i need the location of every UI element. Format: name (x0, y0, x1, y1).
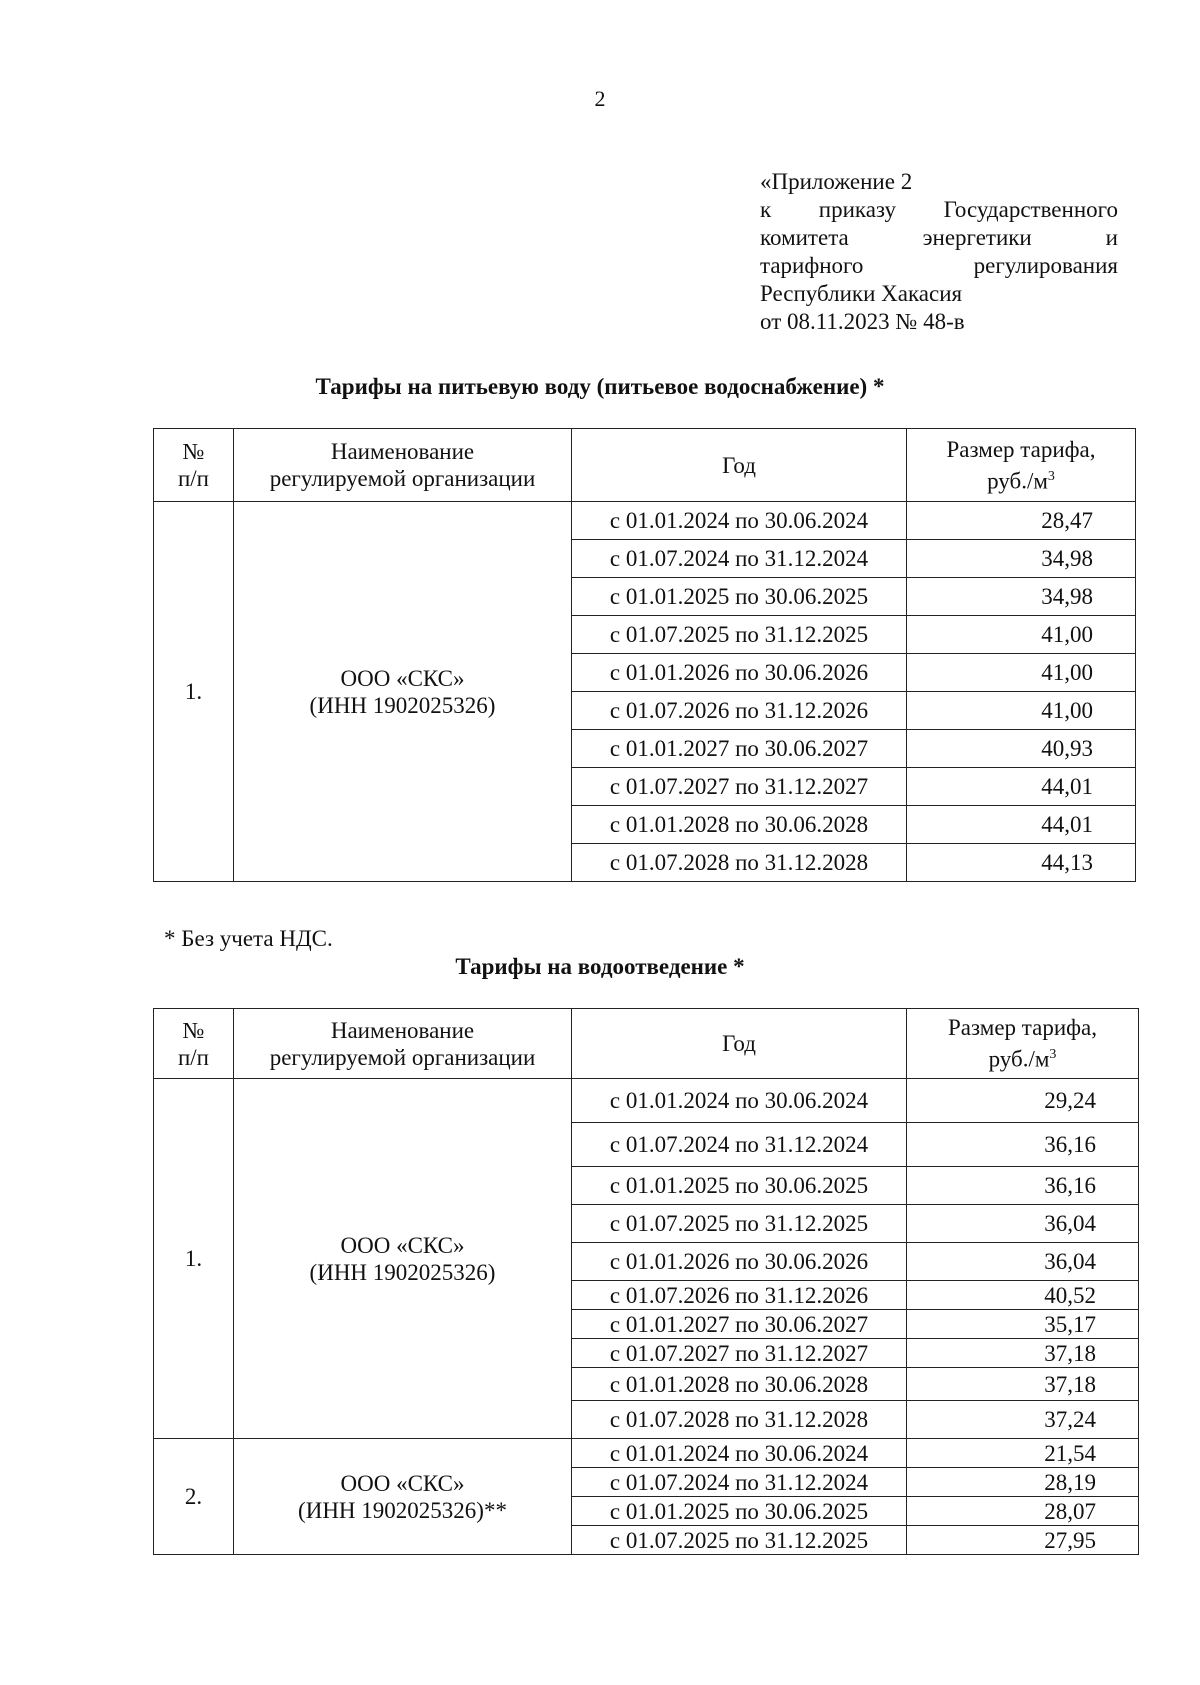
col-header-tariff: Размер тарифа, $руб./м^3$ (907, 429, 1136, 502)
organization-name: ООО «СКС» (ИНН 1902025326) (234, 1079, 572, 1439)
table-header-row (154, 429, 1136, 502)
tariff-value-cell: 27,95 (907, 1526, 1139, 1555)
appendix-block (760, 168, 1118, 336)
col-header-organization: Наименование регулируемой организации (234, 1009, 572, 1079)
tariff-value-cell: 29,24 (907, 1079, 1139, 1123)
col-header-number: № п/п (154, 1009, 234, 1079)
col-header-tariff: Размер тарифа, $руб./м^3$ (907, 1009, 1139, 1079)
appendix-line-4: тарифного регулирования (760, 253, 1118, 278)
col-header-number: № п/п (154, 429, 234, 502)
tariff-value-cell: 36,04 (907, 1205, 1139, 1243)
period-cell: с 01.07.2027 по 31.12.2027 (572, 1339, 907, 1368)
wastewater-table (153, 1008, 1139, 1555)
table-row (154, 1439, 1139, 1468)
wastewater-title: Тарифы на водоотведение * (455, 954, 745, 979)
col-header-organization: Наименование регулируемой организации (234, 429, 572, 502)
tariff-value-cell: 41,00 (907, 692, 1136, 730)
appendix-line-2: к приказу Государственного (760, 197, 1118, 222)
appendix-line-6: от 08.11.2023 № 48-в (760, 309, 965, 334)
tariff-value-cell: 41,00 (907, 616, 1136, 654)
period-cell: с 01.07.2028 по 31.12.2028 (572, 1401, 907, 1439)
appendix-line-5: Республики Хакасия (760, 281, 963, 306)
period-cell: с 01.07.2026 по 31.12.2026 (572, 1281, 907, 1310)
period-cell: с 01.01.2026 по 30.06.2026 (572, 654, 907, 692)
tariff-value-cell: 28,07 (907, 1497, 1139, 1526)
organization-name: ООО «СКС» (ИНН 1902025326) (234, 502, 572, 882)
water-supply-title: Тарифы на питьевую воду (питьевое водоснабжение) * (315, 374, 885, 399)
appendix-line-3: комитета энергетики и (760, 225, 1118, 250)
tariff-value-cell: 44,01 (907, 768, 1136, 806)
tariff-value-cell: 44,01 (907, 806, 1136, 844)
period-cell: с 01.07.2025 по 31.12.2025 (572, 1526, 907, 1555)
tariff-value-cell: 34,98 (907, 578, 1136, 616)
col-header-year: Год (572, 429, 907, 502)
col-header-year: Год (572, 1009, 907, 1079)
tariff-value-cell: 36,16 (907, 1167, 1139, 1205)
period-cell: с 01.01.2025 по 30.06.2025 (572, 578, 907, 616)
period-cell: с 01.01.2025 по 30.06.2025 (572, 1497, 907, 1526)
page-number: 2 (594, 86, 606, 111)
period-cell: с 01.07.2025 по 31.12.2025 (572, 1205, 907, 1243)
period-cell: с 01.01.2027 по 30.06.2027 (572, 1310, 907, 1339)
period-cell: с 01.01.2024 по 30.06.2024 (572, 1079, 907, 1123)
table-header-row (154, 1009, 1139, 1079)
period-cell: с 01.01.2027 по 30.06.2027 (572, 730, 907, 768)
tariff-value-cell: 35,17 (907, 1310, 1139, 1339)
table-row (154, 502, 1136, 540)
row-number: 1. (154, 502, 234, 882)
tariff-value-cell: 21,54 (907, 1439, 1139, 1468)
period-cell: с 01.07.2024 по 31.12.2024 (572, 1123, 907, 1167)
period-cell: с 01.01.2028 по 30.06.2028 (572, 1368, 907, 1401)
tariff-value-cell: 40,93 (907, 730, 1136, 768)
period-cell: с 01.01.2025 по 30.06.2025 (572, 1167, 907, 1205)
period-cell: с 01.07.2026 по 31.12.2026 (572, 692, 907, 730)
period-cell: с 01.01.2028 по 30.06.2028 (572, 806, 907, 844)
table-row (154, 1079, 1139, 1123)
period-cell: с 01.01.2024 по 30.06.2024 (572, 502, 907, 540)
tariff-value-cell: 34,98 (907, 540, 1136, 578)
tariff-value-cell: 41,00 (907, 654, 1136, 692)
period-cell: с 01.01.2026 по 30.06.2026 (572, 1243, 907, 1281)
tariff-value-cell: 44,13 (907, 844, 1136, 882)
period-cell: с 01.01.2024 по 30.06.2024 (572, 1439, 907, 1468)
tariff-value-cell: 28,19 (907, 1468, 1139, 1497)
row-number: 1. (154, 1079, 234, 1439)
period-cell: с 01.07.2028 по 31.12.2028 (572, 844, 907, 882)
period-cell: с 01.07.2027 по 31.12.2027 (572, 768, 907, 806)
row-number: 2. (154, 1439, 234, 1555)
tariff-value-cell: 37,24 (907, 1401, 1139, 1439)
period-cell: с 01.07.2025 по 31.12.2025 (572, 616, 907, 654)
tariff-value-cell: 28,47 (907, 502, 1136, 540)
tariff-value-cell: 37,18 (907, 1339, 1139, 1368)
tariff-value-cell: 36,16 (907, 1123, 1139, 1167)
period-cell: с 01.07.2024 по 31.12.2024 (572, 540, 907, 578)
tariff-value-cell: 40,52 (907, 1281, 1139, 1310)
water-supply-table (153, 428, 1136, 882)
tariff-value-cell: 36,04 (907, 1243, 1139, 1281)
organization-name: ООО «СКС» (ИНН 1902025326)** (234, 1439, 572, 1555)
period-cell: с 01.07.2024 по 31.12.2024 (572, 1468, 907, 1497)
appendix-line-1: «Приложение 2 (760, 169, 913, 194)
tariff-value-cell: 37,18 (907, 1368, 1139, 1401)
footnote-vat: * Без учета НДС. (164, 926, 333, 951)
